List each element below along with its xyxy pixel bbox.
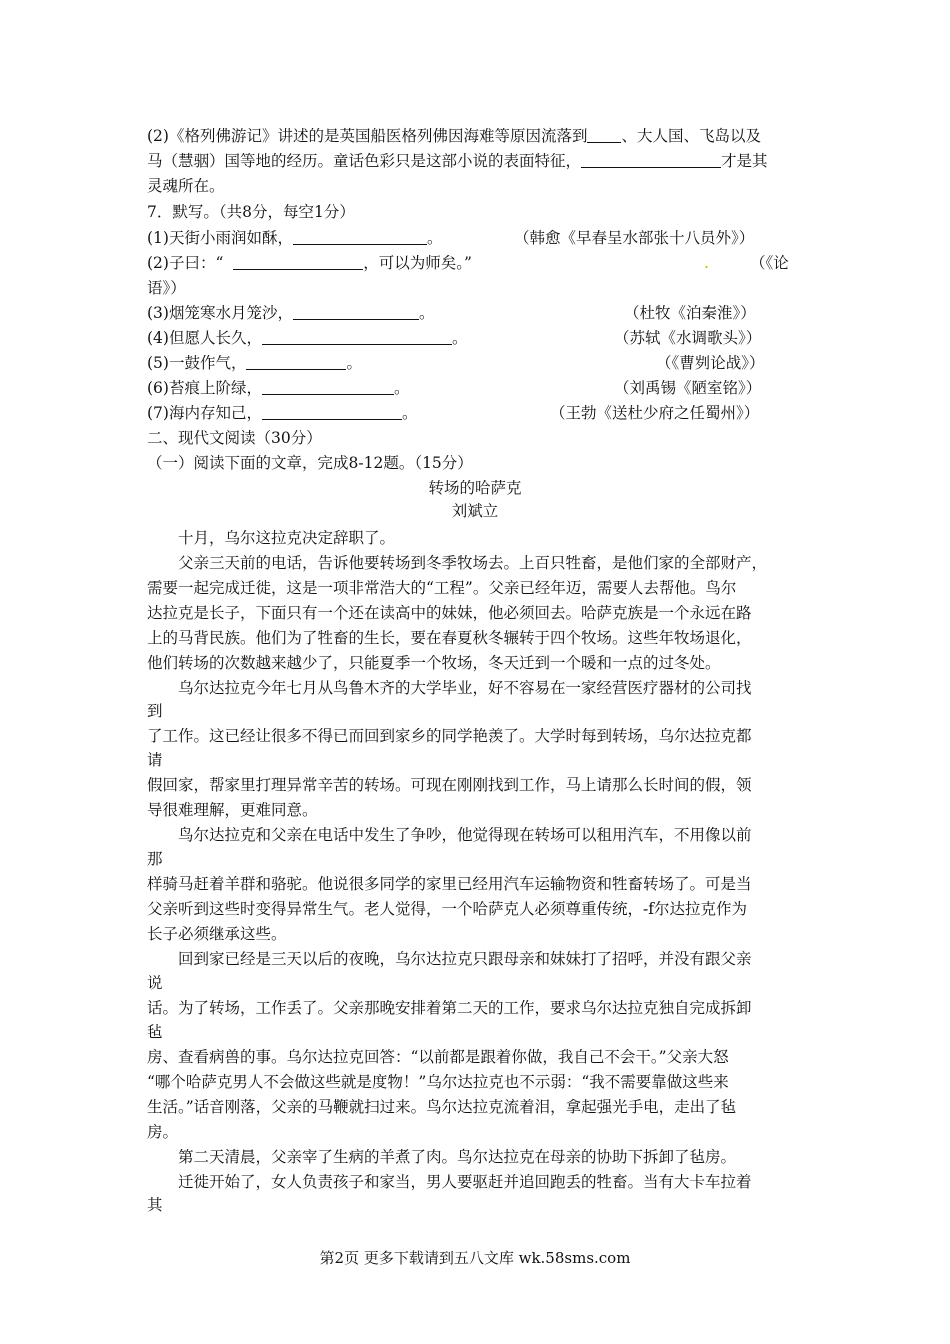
- q7-source-4: （苏轼《水调歌头》）: [614, 329, 762, 347]
- answer-blank: [587, 126, 621, 143]
- q6-2-line1: (2)《格列佛游记》讲述的是英国船医格列佛因海难等原因流落到 、大人国、飞岛以及: [147, 127, 761, 145]
- body-line: 到: [147, 702, 163, 720]
- q7-item-5: (5)一鼓作气， 。: [147, 354, 362, 372]
- body-line: 长子必须继承这些。: [147, 925, 287, 943]
- body-line: 他们转场的次数越来越少了，只能夏季一个牧场，冬天迁到一个暖和一点的过冬处。: [147, 654, 721, 672]
- body-line: 十月，乌尔这拉克决定辞职了。: [178, 529, 396, 547]
- q7-source-2: （《论: [750, 254, 789, 272]
- q7-title: 7．默写。（共8分，每空1分）: [147, 203, 355, 221]
- q7-source-2-cont: 语》）: [147, 279, 186, 297]
- section-2-title: 二、现代文阅读（30分）: [147, 429, 322, 447]
- body-line: 迁徙开始了，女人负责孩子和家当，男人要驱赶并追回跑丢的牲畜。当有大卡车拉着: [178, 1173, 752, 1191]
- q7-source-5: （《曹刿论战》）: [656, 354, 765, 372]
- q7-item-2: (2)子曰：“ ，可以为师矣。”: [147, 254, 472, 272]
- q6-2-line3: 灵魂所在。: [147, 177, 225, 195]
- q7-source-3: （杜牧《泊秦淮》）: [624, 304, 756, 322]
- body-line: 第二天清晨，父亲宰了生病的羊煮了肉。鸟尔达拉克在母亲的协助下拆卸了毡房。: [178, 1148, 737, 1166]
- answer-blank: [246, 353, 346, 370]
- body-line: 需要一起完成迁徙，这是一项非常浩大的“工程”。父亲已经年迈，需要人去帮他。鸟尔: [147, 579, 737, 597]
- article-author: 刘斌立: [451, 502, 499, 520]
- body-line: 样骑马赶着羊群和骆驼。他说很多同学的家里已经用汽车运输物资和牲畜转场了。可是当: [147, 875, 752, 893]
- q7-source-1: （韩愈《早春呈水部张十八员外》）: [514, 229, 755, 247]
- body-line: 父亲听到这些时变得异常生气。老人觉得，一个哈萨克人必须尊重传统，-f尔达拉克作为: [147, 900, 747, 918]
- body-line: 房、查看病兽的事。乌尔达拉克回答：“以前都是跟着你做，我自己不会干。”父亲大怒: [147, 1048, 729, 1066]
- q7-item-6: (6)苔痕上阶绿， 。: [147, 379, 410, 397]
- answer-blank: [233, 253, 363, 270]
- answer-blank: [262, 378, 394, 395]
- answer-blank: [581, 151, 721, 168]
- q7-item-4: (4)但愿人长久， 。: [147, 329, 468, 347]
- body-line: 那: [147, 850, 163, 868]
- body-line: 上的马背民族。他们为了牲畜的生长，要在春夏秋冬辗转于四个牧场。这些年牧场退化，: [147, 629, 752, 647]
- answer-blank: [293, 228, 427, 245]
- body-line: 生活。”话音刚落，父亲的马鞭就扫过来。鸟尔达拉克流着泪，拿起强光手电，走出了毡: [147, 1098, 737, 1116]
- body-line: 回到家已经是三天以后的夜晚，乌尔达拉克只跟母亲和妹妹打了招呼，并没有跟父亲: [178, 950, 752, 968]
- page-footer: 第2页 更多下载请到五八文库 wk.58sms.com: [319, 1249, 631, 1267]
- body-line: 话。为了转场，工作丢了。父亲那晚安排着第二天的工作，要求乌尔达拉克独自完成拆卸: [147, 999, 752, 1017]
- q7-source-7: （王勃《送杜少府之任蜀州》）: [550, 404, 760, 422]
- body-line: 房。: [147, 1123, 179, 1141]
- q7-item-1: (1)天街小雨润如酥， 。: [147, 229, 443, 247]
- q6-2-line2: 马（慧骃）国等地的经历。童话色彩只是这部小说的表面特征， 才是其: [147, 152, 768, 170]
- section-2-part-1: （一）阅读下面的文章，完成8-12题。（15分）: [147, 454, 473, 472]
- answer-blank: [293, 303, 419, 320]
- body-line: 了工作。这已经让很多不得已而回到家乡的同学艳羡了。大学时每到转场，乌尔达拉克都: [147, 727, 752, 745]
- body-line: 假回家，帮家里打理异常辛苦的转场。可现在刚刚找到工作，马上请那么长时间的假，领: [147, 776, 752, 794]
- body-line: 请: [147, 751, 163, 769]
- body-line: 乌尔达拉克今年七月从鸟鲁木齐的大学毕业，好不容易在一家经营医疗器材的公司找: [178, 679, 752, 697]
- answer-blank: [262, 328, 452, 345]
- body-line: 导很难理解，更难同意。: [147, 801, 318, 819]
- body-line: 父亲三天前的电话，告诉他要转场到冬季牧场去。上百只牲畜，是他们家的全部财产，: [178, 554, 768, 572]
- q7-source-6: （刘禹锡《陋室铭》）: [614, 379, 762, 397]
- body-line: 其: [147, 1196, 163, 1214]
- body-line: 毡: [147, 1023, 163, 1041]
- q7-item-3: (3)烟笼寒水月笼沙， 。: [147, 304, 435, 322]
- answer-blank: [262, 403, 402, 420]
- body-line: 达拉克是长子，下面只有一个还在读高中的妹妹，他必须回去。哈萨克族是一个永远在路: [147, 604, 752, 622]
- body-line: 说: [147, 974, 163, 992]
- body-line: “哪个哈萨克男人不会做这些就是度物！”乌尔达拉克也不示弱：“我不需要靠做这些来: [147, 1073, 729, 1091]
- decorative-dot: .: [704, 254, 709, 272]
- q7-item-7: (7)海内存知己， 。: [147, 404, 418, 422]
- body-line: 鸟尔达拉克和父亲在电话中发生了争吵，他觉得现在转场可以租用汽车，不用像以前: [178, 826, 752, 844]
- article-title: 转场的哈萨克: [428, 479, 522, 497]
